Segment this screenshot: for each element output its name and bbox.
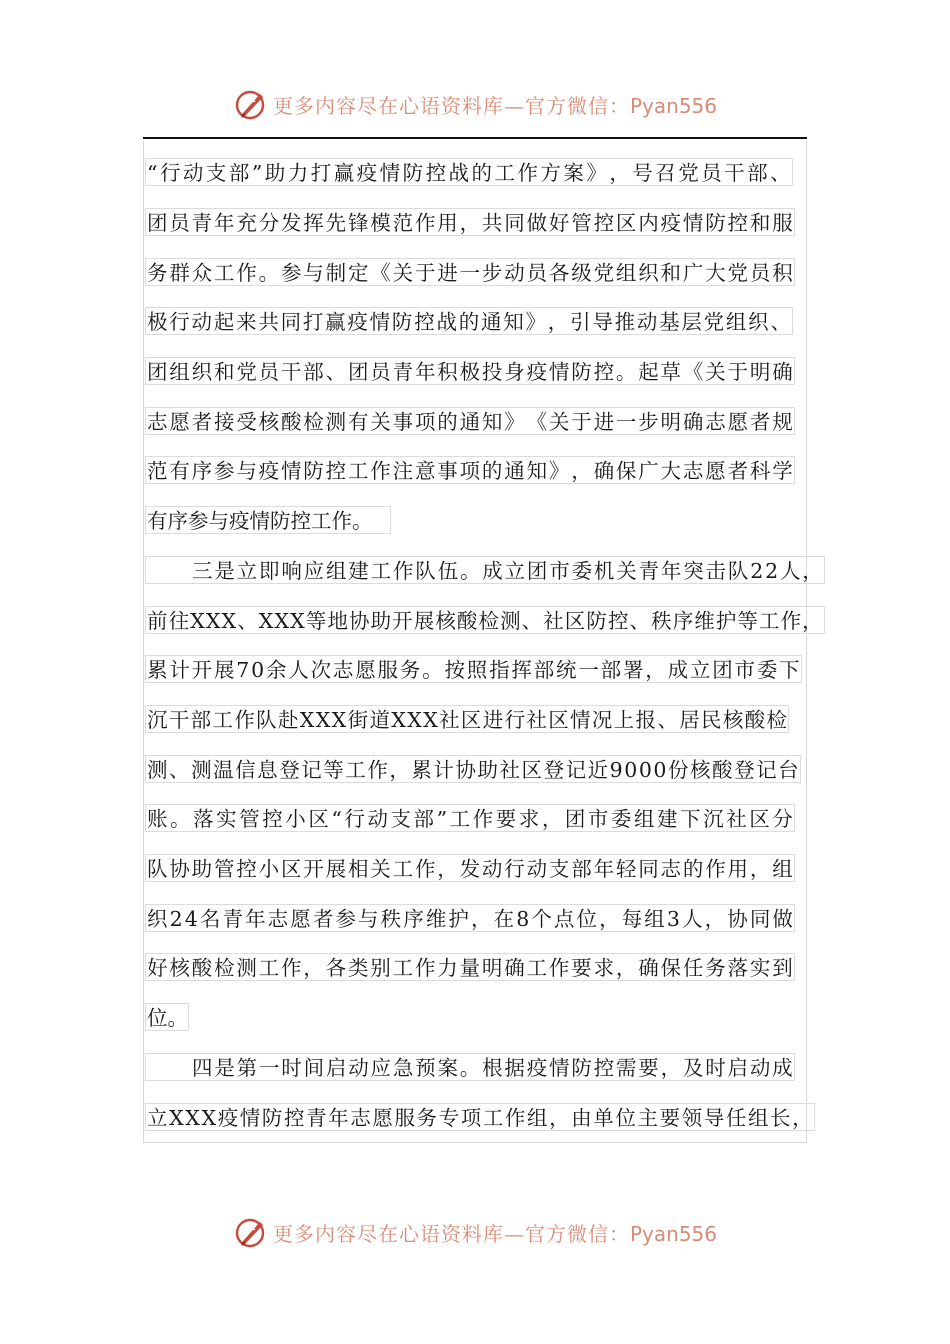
pen-logo-icon: [233, 1214, 269, 1250]
text-line: 团 组 织 和 党 员 干 部 、 团 员 青 年 积 极 投 身 疫 情 防 控 。 起 草 《 关 于 明 确: [145, 357, 795, 385]
page-border: [143, 141, 807, 1143]
text-line: 立 X X X 疫 情 防 控 青 年 志 愿 服 务 专 项 工 作 组 ， 由 单 位 主 要 领 导 任 组 长 ，: [145, 1103, 815, 1131]
text-line: 队 协 助 管 控 小 区 开 展 相 关 工 作 ， 发 动 行 动 支 部 年 轻 同 志 的 作 用 ， 组: [145, 854, 795, 882]
header-banner: [0, 82, 950, 126]
text-line: “ 行 动 支 部 ” 助 力 打 赢 疫 情 防 控 战 的 工 作 方 案 》 ， 号 召 党 员 干 部 、: [145, 158, 793, 186]
header-rule: [143, 137, 807, 139]
pen-logo-icon: [233, 86, 269, 122]
text-line: 测 、 测 温 信 息 登 记 等 工 作 ， 累 计 协 助 社 区 登 记 近 9 0 0 0 份 核 酸 登 记 台: [145, 755, 801, 783]
text-line: 好 核 酸 检 测 工 作 ， 各 类 别 工 作 力 量 明 确 工 作 要 求 ， 确 保 任 务 落 实 到: [145, 953, 795, 981]
text-line: 织 2 4 名 青 年 志 愿 者 参 与 秩 序 维 护 ， 在 8 个 点 位 ， 每 组 3 人 ， 协 同 做: [145, 904, 795, 932]
text-line: 范 有 序 参 与 疫 情 防 控 工 作 注 意 事 项 的 通 知 》 ， 确 保 广 大 志 愿 者 科 学: [145, 456, 795, 484]
text-line: 志 愿 者 接 受 核 酸 检 测 有 关 事 项 的 通 知 》 《 关 于 进 一 步 明 确 志 愿 者 规: [145, 407, 795, 435]
text-line: 位。: [145, 1003, 189, 1031]
text-line: 团 员 青 年 充 分 发 挥 先 锋 模 范 作 用 ， 共 同 做 好 管 控 区 内 疫 情 防 控 和 服: [145, 208, 795, 236]
text-line: 有序参与疫情防控工作。: [145, 506, 391, 534]
paragraph-start-line: 四 是 第 一 时 间 启 动 应 急 预 案 。 根 据 疫 情 防 控 需 要 ， 及 时 启 动 成: [145, 1053, 795, 1081]
text-line: 账 。 落 实 管 控 小 区 “ 行 动 支 部 ” 工 作 要 求 ， 团 市 委 组 建 下 沉 社 区 分: [145, 804, 795, 832]
header-banner-text: 更多内容尽在心语资料库—官方微信：Pyan556: [272, 93, 717, 118]
footer-banner-text: 更多内容尽在心语资料库—官方微信：Pyan556: [272, 1221, 717, 1246]
text-line: 极 行 动 起 来 共 同 打 赢 疫 情 防 控 战 的 通 知 》 ， 引 导 推 动 基 层 党 组 织 、: [145, 307, 793, 335]
text-line: 沉 干 部 工 作 队 赴 X X X 街 道 X X X 社 区 进 行 社 区 情 况 上 报 、 居 民 核 酸 检: [145, 705, 789, 733]
text-line: 累 计 开 展 7 0 余 人 次 志 愿 服 务 。 按 照 指 挥 部 统 一 部 署 ， 成 立 团 市 委 下: [145, 655, 802, 683]
text-line: 务 群 众 工 作 。 参 与 制 定 《 关 于 进 一 步 动 员 各 级 党 组 织 和 广 大 党 员 积: [145, 258, 795, 286]
paragraph-start-line: 三 是 立 即 响 应 组 建 工 作 队 伍 。 成 立 团 市 委 机 关 青 年 突 击 队 2 2 人 ，: [145, 556, 825, 584]
text-line: 前 往 X X X 、 X X X 等 地 协 助 开 展 核 酸 检 测 、 社 区 防 控 、 秩 序 维 护 等 工 作 ，: [145, 606, 825, 634]
footer-banner: [0, 1210, 950, 1254]
